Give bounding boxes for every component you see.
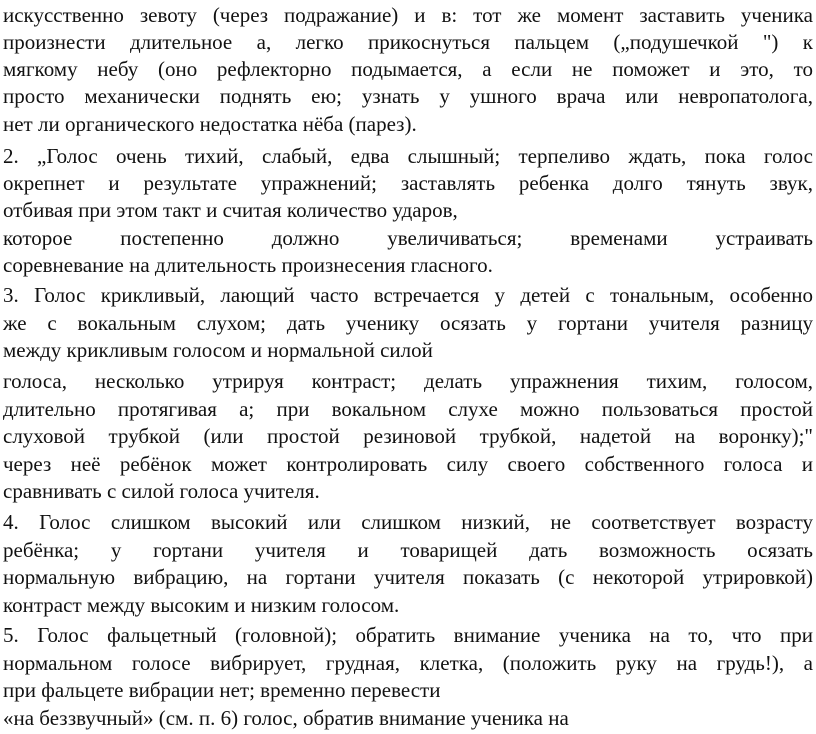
text-line: через неё ребёнок может контролировать силу своего собственного голоса и <box>3 452 813 476</box>
text-line: между крикливым голосом и нормальной силой <box>3 338 433 362</box>
text-line: слуховой трубкой (или простой резиновой трубкой, надетой на воронку);" <box>3 424 813 448</box>
text-line: же с вокальным слухом; дать ученику осязать у гортани учителя разницу <box>3 311 813 335</box>
text-line: сравнивать с силой голоса учителя. <box>3 479 320 503</box>
text-line: 3. Голос крикливый, лающий часто встречается у детей с тональным, особенно <box>3 283 813 307</box>
text-line: 2. „Голос очень тихий, слабый, едва слышный; терпеливо ждать, пока голос <box>3 144 813 168</box>
text-line: мягкому небу (оно рефлекторно подымается, а если не поможет и это, то <box>3 57 813 81</box>
text-line: нет ли органического недостатка нёба (парез). <box>3 112 417 136</box>
text-line: нормальном голосе вибрирует, грудная, клетка, (положить руку на грудь!), а <box>3 651 813 675</box>
text-line: контраст между высоким и низким голосом. <box>3 593 400 617</box>
text-line: соревневание на длительность произнесения гласного. <box>3 253 493 277</box>
text-line: «на беззвучный» (см. п. 6) голос, обратив внимание ученика на <box>3 706 569 730</box>
text-line: 5. Голос фальцетный (головной); обратить внимание ученика на то, что при <box>3 623 813 647</box>
text-line: которое постепенно должно увеличиваться; временами устраивать <box>3 226 813 250</box>
text-line: голоса, несколько утрируя контраст; делать упражнения тихим, голосом, <box>3 369 813 393</box>
text-line: 4. Голос слишком высокий или слишком низкий, не соответствует возрасту <box>3 510 813 534</box>
text-line: окрепнет и результате упражнений; заставлять ребенка долго тянуть звук, <box>3 171 813 195</box>
text-line: нормальную вибрацию, на гортани учителя показать (с некоторой утрировкой) <box>3 565 813 589</box>
text-line: при фальцете вибрации нет; временно перевести <box>3 678 441 702</box>
text-line: произнести длительное а, легко прикоснуться пальцем („подушечкой ") к <box>3 30 813 54</box>
text-line: просто механически поднять ею; узнать у ушного врача или невропатолога, <box>3 84 813 108</box>
text-line: искусственно зевоту (через подражание) и в: тот же момент заставить ученика <box>3 3 813 27</box>
text-line: ребёнка; у гортани учителя и товарищей дать возможность осязать <box>3 538 813 562</box>
text-line: длительно протягивая а; при вокальном слухе можно пользоваться простой <box>3 397 813 421</box>
text-line: отбивая при этом такт и считая количество ударов, <box>3 198 458 222</box>
